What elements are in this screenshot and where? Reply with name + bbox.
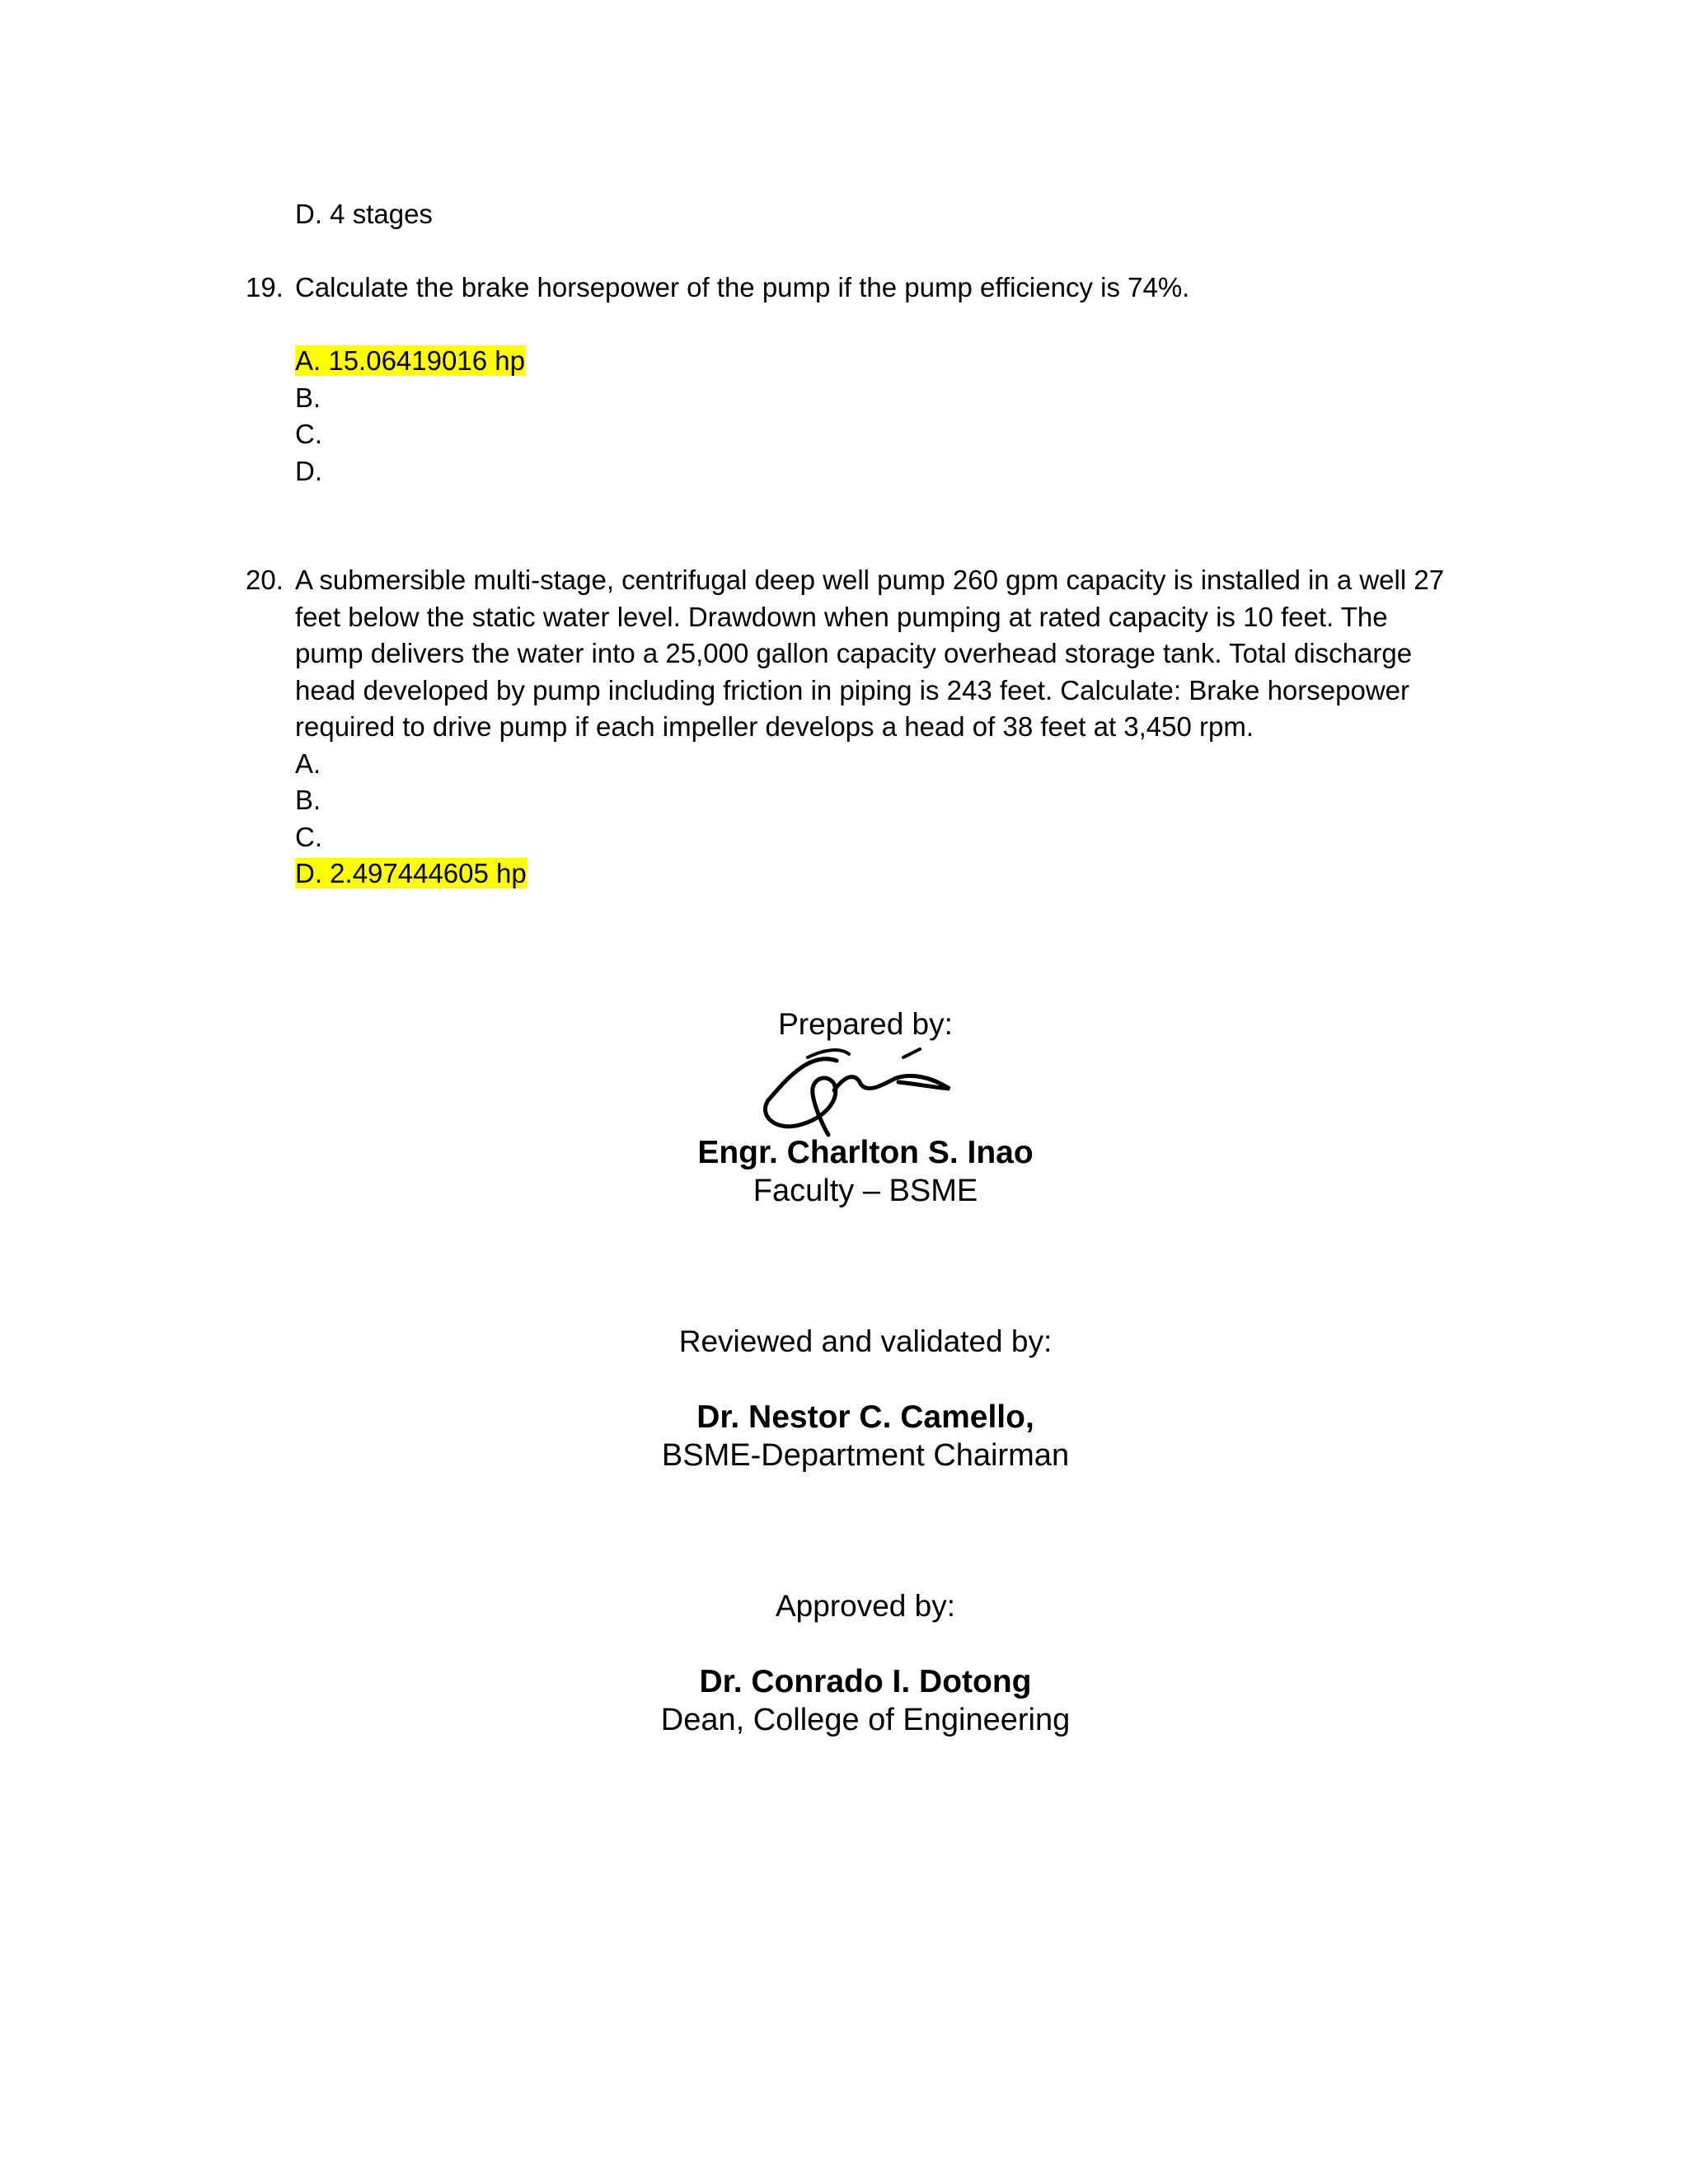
question-20-option-a: A. (295, 748, 321, 779)
prepared-by-label: Prepared by: (778, 1007, 953, 1041)
reviewed-by-title: BSME-Department Chairman (661, 1438, 1070, 1473)
question-19-option-d: D. (295, 455, 322, 486)
approved-by-title: Dean, College of Engineering (660, 1703, 1071, 1737)
reviewed-by-block (0, 1323, 1688, 1361)
reviewed-by-name: Dr. Nestor C. Camello, (696, 1399, 1034, 1435)
prepared-by-block (0, 1005, 1688, 1043)
approved-by-name: Dr. Conrado I. Dotong (699, 1664, 1032, 1699)
question-19-option-a-answer: A. 15.06419016 hp (295, 345, 525, 376)
approved-by-block (0, 1587, 1688, 1625)
question-20-text (295, 562, 1444, 893)
question-20-line: required to drive pump if each impeller develops a head of 38 feet at 3,450 rpm. (295, 711, 1254, 742)
question-20-number: 20. (246, 565, 284, 595)
approved-by-label: Approved by: (775, 1589, 956, 1623)
prepared-by-signature (758, 1043, 956, 1141)
question-20-option-d-answer: D. 2.497444605 hp (295, 858, 527, 888)
question-20-line: pump delivers the water into a 25,000 gallon capacity overhead storage tank. Total discharge (295, 638, 1413, 668)
reviewed-by-label: Reviewed and validated by: (678, 1324, 1053, 1358)
question-19-options (295, 343, 525, 490)
question-20-line: feet below the static water level. Drawdown when pumping at rated capacity is 10 feet. The (295, 601, 1388, 632)
prepared-by-name: Engr. Charlton S. Inao (697, 1135, 1034, 1170)
question-19-number: 19. (246, 272, 284, 302)
question-19-option-b: B. (295, 382, 321, 413)
approved-by-details (0, 1663, 1688, 1739)
question-20-line: head developed by pump including friction in piping is 243 feet. Calculate: Brake horsepower (295, 674, 1410, 705)
question-20-option-c: C. (295, 821, 322, 852)
prepared-by-title: Faculty – BSME (753, 1174, 978, 1208)
question-19-text: Calculate the brake horsepower of the pump if the pump efficiency is 74%. (295, 272, 1190, 302)
question-20-line: A submersible multi-stage, centrifugal deep well pump 260 gpm capacity is installed in a well 27 (295, 565, 1445, 595)
reviewed-by-details (0, 1399, 1688, 1474)
prev-question-option-d: D. 4 stages (295, 199, 433, 229)
prepared-by-details (0, 1134, 1688, 1210)
question-19-option-c: C. (295, 419, 322, 449)
question-20-option-b: B. (295, 785, 321, 815)
